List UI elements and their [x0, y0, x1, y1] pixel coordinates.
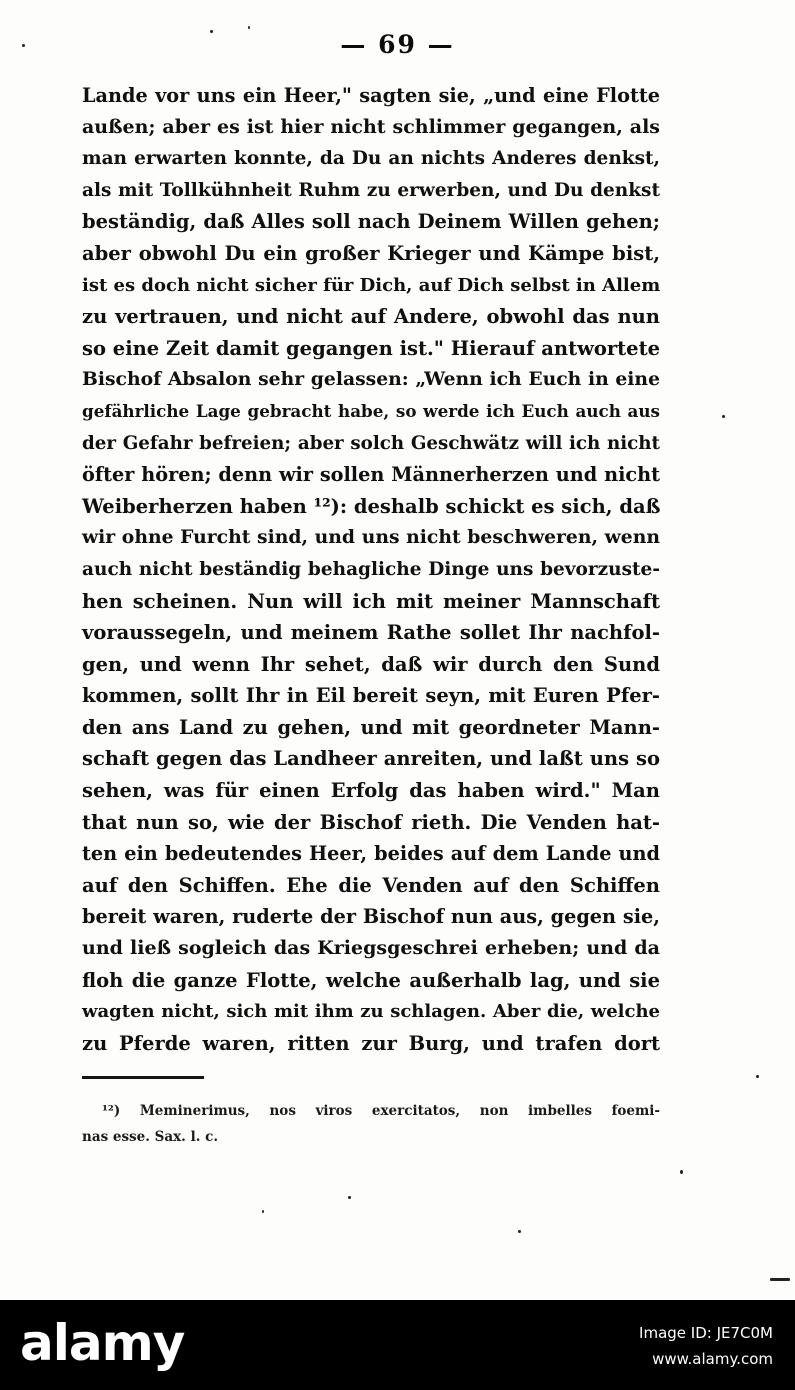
scan-speck — [756, 1075, 759, 1078]
text-line: bereit waren, ruderte der Bischof nun aus, gegen sie, — [82, 905, 660, 929]
scan-speck — [22, 44, 25, 47]
text-line: kommen, sollt Ihr in Eil bereit seyn, mit Euren Pfer- — [82, 684, 660, 708]
text-line: öfter hören; denn wir sollen Männerherzen und nicht — [82, 463, 660, 487]
text-line: hen scheinen. Nun will ich mit meiner Mannschaft — [82, 589, 660, 613]
footnote-divider — [82, 1076, 204, 1079]
text-line: und ließ sogleich das Kriegsgeschrei erheben; und da — [82, 937, 660, 960]
text-line: beständig, daß Alles soll nach Deinem Willen gehen; — [82, 210, 660, 234]
scan-speck — [722, 415, 725, 418]
footnote-line: nas esse. Sax. l. c. — [82, 1129, 219, 1145]
watermark-bar — [0, 1300, 795, 1390]
text-line: Weiberherzen haben ¹²): deshalb schickt es sich, daß — [82, 494, 661, 518]
text-line: ist es doch nicht sicher für Dich, auf Dich selbst in Allem — [82, 274, 661, 296]
text-line: so eine Zeit damit gegangen ist." Hierauf antwortete — [82, 336, 660, 360]
text-line: auf den Schiffen. Ehe die Venden auf den Schiffen — [82, 873, 660, 897]
text-line: Bischof Absalon sehr gelassen: „Wenn ich Euch in eine — [82, 368, 660, 391]
body-text — [82, 80, 660, 1059]
text-line: that nun so, wie der Bischof rieth. Die Venden hat- — [82, 810, 660, 834]
text-line: man erwarten konnte, da Du an nichts Anderes denkst, — [82, 148, 660, 170]
text-line: ten ein bedeutendes Heer, beides auf dem Lande und — [82, 842, 660, 866]
text-line: den ans Land zu gehen, und mit geordneter Mann- — [82, 715, 660, 739]
text-line: gen, und wenn Ihr sehet, daß wir durch den Sund — [82, 652, 660, 676]
page-number: — 69 — — [340, 30, 455, 59]
scan-speck — [518, 1230, 521, 1233]
image-id-text: Image ID: JE7C0M — [639, 1324, 773, 1342]
text-line: schaft gegen das Landheer anreiten, und laßt uns so — [82, 747, 660, 771]
scan-speck — [770, 1278, 790, 1281]
scan-speck — [262, 1210, 264, 1213]
scan-speck — [348, 1196, 351, 1199]
scan-speck — [248, 26, 250, 29]
text-line: Lande vor uns ein Heer," sagten sie, „und eine Flotte — [82, 84, 660, 107]
scan-speck — [680, 1170, 683, 1174]
alamy-logo: alamy — [20, 1314, 185, 1372]
text-line: wagten nicht, sich mit ihm zu schlagen. Aber die, welche — [82, 1001, 660, 1023]
footnote-line: ¹²) Meminerimus, nos viros exercitatos, non imbelles foemi- — [102, 1103, 660, 1119]
text-line: zu Pferde waren, ritten zur Burg, und trafen dort — [82, 1031, 660, 1055]
text-line: gefährliche Lage gebracht habe, so werde ich Euch auch aus — [82, 400, 660, 421]
text-line: zu vertrauen, und nicht auf Andere, obwohl das nun — [82, 305, 660, 329]
text-line: sehen, was für einen Erfolg das haben wird." Man — [82, 779, 660, 803]
text-line: auch nicht beständig behagliche Dinge uns bevorzuste- — [82, 558, 660, 580]
watermark-meta — [639, 1320, 773, 1372]
text-line: aber obwohl Du ein großer Krieger und Kämpe bist, — [82, 241, 660, 265]
text-line: wir ohne Furcht sind, und uns nicht beschweren, wenn — [82, 526, 660, 549]
site-url-text: www.alamy.com — [652, 1350, 773, 1368]
footnote — [82, 1098, 660, 1150]
scan-speck — [210, 30, 213, 33]
text-line: floh die ganze Flotte, welche außerhalb lag, und sie — [82, 968, 660, 992]
text-line: der Gefahr befreien; aber solch Geschwätz will ich nicht — [82, 432, 660, 454]
text-line: als mit Tollkühnheit Ruhm zu erwerben, und Du denkst — [82, 179, 660, 201]
text-line: voraussegeln, und meinem Rathe sollet Ihr nachfol- — [82, 621, 660, 645]
text-line: außen; aber es ist hier nicht schlimmer gegangen, als — [82, 115, 660, 138]
